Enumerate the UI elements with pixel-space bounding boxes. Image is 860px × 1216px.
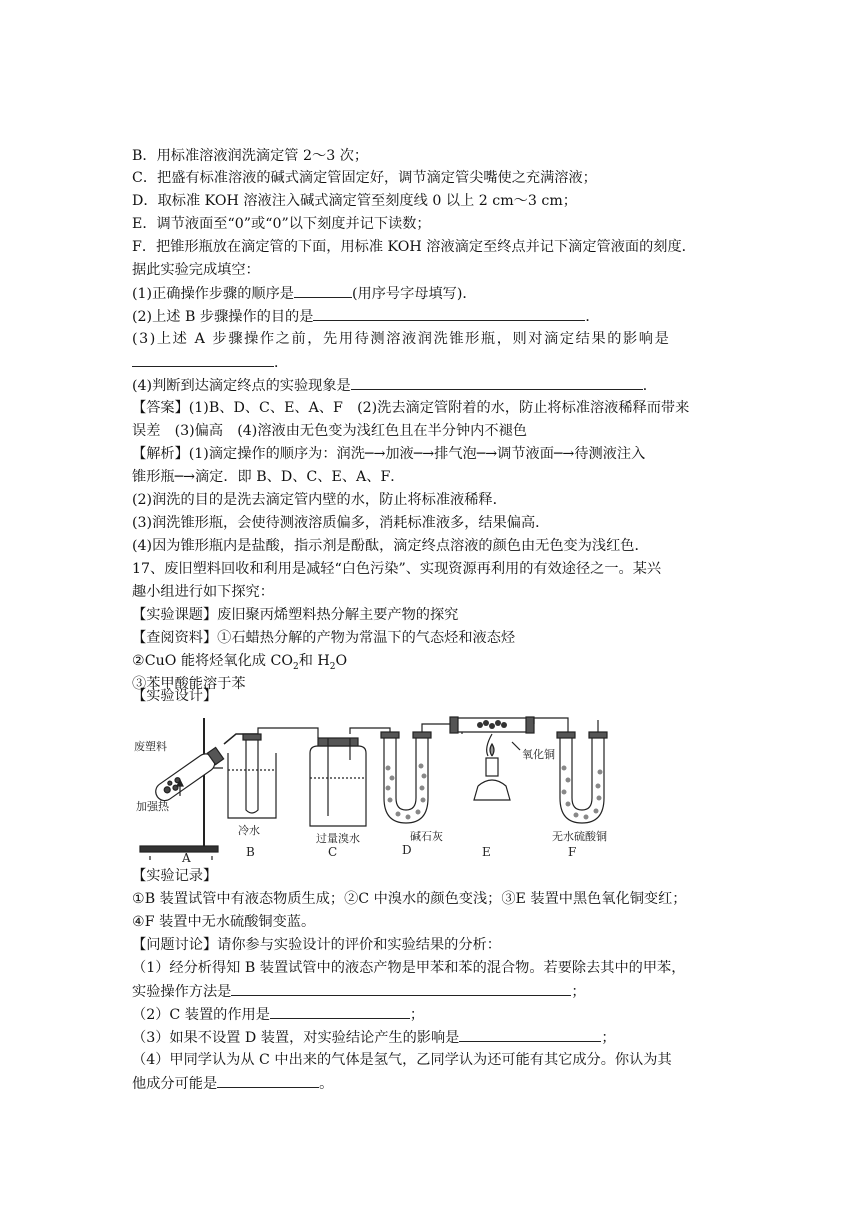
label-waste-plastic: 废塑料 [134, 740, 167, 753]
label-anhydrous-cuso4: 无水硫酸铜 [552, 830, 607, 843]
answer-blank [459, 1027, 601, 1042]
analysis-line-5: (4)因为锥形瓶内是盐酸，指示剂是酚酞，滴定终点溶液的颜色由无色变为浅红色． [132, 538, 649, 554]
analysis-line-4: (3)润洗锥形瓶，会使待测液溶质偏多，消耗标准液多，结果偏高． [132, 515, 550, 531]
label-soda-lime: 碱石灰 [410, 830, 443, 843]
q17-d3: （3）如果不设置 D 装置，对实验结论产生的影响是 ； [132, 1027, 616, 1048]
q17-discussion: 【问题讨论】请你参与实验设计的评价和实验结果的分析： [132, 937, 501, 953]
answer-blank [313, 306, 585, 321]
q17-design-heading: 【实验设计】 [132, 688, 218, 704]
question-1: (1)正确操作步骤的顺序是 (用序号字母填写)． [132, 283, 477, 304]
step-e: E．调节液面至“0”或“0”以下刻度并记下读数； [132, 216, 431, 232]
label-b: B [246, 845, 255, 859]
apparatus-c [310, 728, 390, 826]
q17-ref-2: ②CuO 能将烃氧化成 $CO_2$和 $H_2O$ [132, 653, 348, 672]
step-d: D．取标准 KOH 溶液注入碱式滴定管至刻度线 0 以上 2 cm～3 cm； [132, 193, 577, 209]
q17-d1-line2: 实验操作方法是 ； [132, 981, 586, 1002]
answer-blank [351, 375, 643, 390]
label-copper-oxide: 氧化铜 [522, 748, 555, 761]
apparatus-d [381, 724, 462, 823]
answer-line-1: 【答案】(1)B、D、C、E、A、F (2)洗去滴定管附着的水，防止将标准溶液稀释而带来 [132, 400, 690, 416]
label-d: D [402, 843, 412, 857]
question-4: (4)判断到达滴定终点的实验现象是 ． [132, 375, 657, 396]
q17-topic: 【实验课题】废旧聚丙烯塑料热分解主要产物的探究 [132, 607, 459, 623]
label-heat: 加强热 [136, 800, 169, 813]
answer-blank [231, 981, 571, 996]
q17-intro-1: 17、废旧塑料回收和利用是减轻“白色污染”、实现资源再利用的有效途径之一。某兴 [132, 561, 662, 577]
q17-ref-3: ③苯甲酸能溶于苯 [132, 676, 246, 692]
q17-d2: （2）C 装置的作用是 ； [132, 1004, 424, 1025]
analysis-line-3: (2)润洗的目的是洗去滴定管内壁的水，防止将标准液稀释． [132, 492, 507, 508]
label-c: C [328, 845, 338, 859]
q17-record-heading: 【实验记录】 [132, 868, 218, 884]
step-f: F．把锥形瓶放在滴定管的下面，用标准 KOH 溶液滴定至终点并记下滴定管液面的刻度． [132, 239, 696, 255]
analysis-line-2: 锥形瓶─→滴定．即 B、D、C、E、A、F． [132, 469, 405, 485]
step-c: C．把盛有标准溶液的碱式滴定管固定好，调节滴定管尖嘴使之充满溶液； [132, 170, 597, 186]
apparatus-f [534, 718, 607, 823]
q17-record-1: ①B 装置试管中有液态物质生成；②C 中溴水的颜色变浅；③E 装置中黑色氧化铜变红； [132, 891, 687, 907]
apparatus-diagram [128, 708, 608, 868]
q17-d4-line2: 他成分可能是 。 [132, 1073, 333, 1094]
label-e: E [482, 845, 491, 859]
label-f: F [568, 845, 577, 859]
q17-d4-line1: （4）甲同学认为从 C 中出来的气体是氢气，乙同学认为还可能有其它成分。你认为其 [132, 1052, 672, 1068]
q17-intro-2: 趣小组进行如下探究： [132, 584, 274, 600]
question-3-blank: ． [132, 352, 288, 373]
intro-text: 据此实验完成填空： [132, 262, 260, 278]
label-cold-water: 冷水 [238, 824, 260, 837]
question-2: (2)上述 B 步骤操作的目的是 ． [132, 306, 600, 327]
question-3: (3)上述 A 步骤操作之前，先用待测溶液润洗锥形瓶，则对滴定结果的影响是 [132, 331, 671, 347]
label-bromine-water: 过量溴水 [316, 832, 360, 845]
answer-blank [132, 352, 274, 367]
analysis-line-1: 【解析】(1)滴定操作的顺序为：润洗─→加液─→排气泡─→调节液面─→待测液注入 [132, 446, 646, 462]
label-a: A [182, 851, 191, 865]
q17-d1-line1: （1）经分析得知 B 装置试管中的液态产物是甲苯和苯的混合物。若要除去其中的甲苯， [132, 960, 686, 976]
step-b: B．用标准溶液润洗滴定管 2～3 次； [132, 148, 369, 164]
answer-line-2: 误差 (3)偏高 (4)溶液由无色变为浅红色且在半分钟内不褪色 [132, 423, 527, 439]
q17-ref-1: 【查阅资料】①石蜡热分解的产物为常温下的气态烃和液态烃 [132, 630, 516, 646]
q17-record-2: ④F 装置中无水硫酸铜变蓝。 [132, 914, 316, 930]
answer-blank [217, 1073, 319, 1088]
apparatus-b [228, 728, 318, 818]
answer-blank [270, 1004, 410, 1019]
answer-blank [294, 283, 352, 298]
